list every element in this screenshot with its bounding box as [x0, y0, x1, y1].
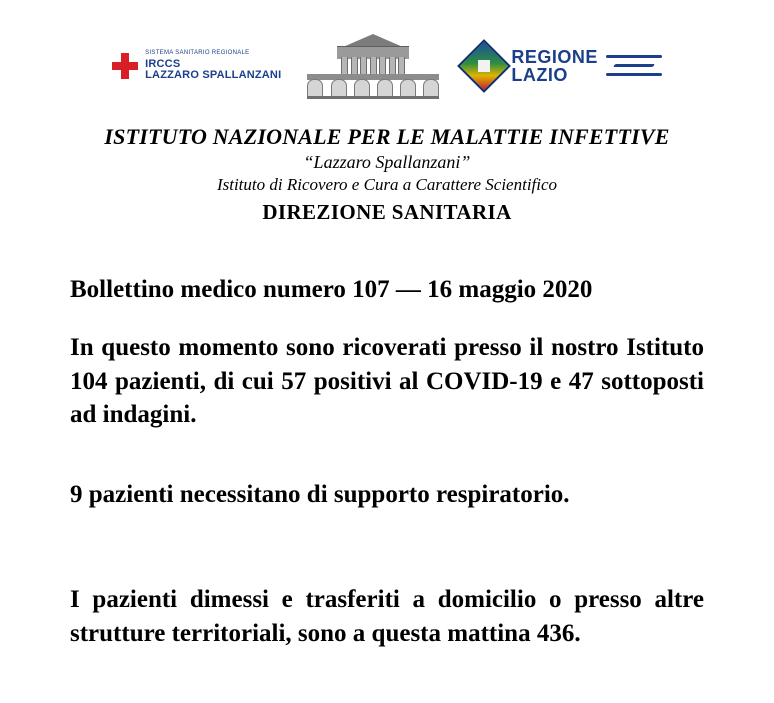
bulletin-body	[70, 273, 704, 651]
regione-lazio-logo	[465, 47, 662, 85]
irccs-logo-text	[145, 50, 281, 81]
irccs-logo-line2: LAZZARO SPALLANZANI	[145, 69, 282, 82]
red-cross-icon	[112, 53, 138, 79]
bulletin-respiratory-paragraph: 9 pazienti necessitano di supporto respiratorio.	[70, 480, 570, 508]
department-title: DIREZIONE SANITARIA	[262, 200, 512, 225]
document-header	[0, 124, 774, 229]
bulletin-title: Bollettino medico numero 107 — 16 maggio 2020	[70, 275, 593, 303]
institute-subtitle: “Lazzaro Spallanzani”	[303, 151, 471, 172]
irccs-logo-line1: IRCCS	[145, 57, 181, 70]
regione-lazio-logo-text	[511, 48, 598, 84]
regione-lazio-emblem-icon	[457, 39, 511, 93]
institute-building-icon	[307, 34, 439, 98]
institute-name: ISTITUTO NAZIONALE PER LE MALATTIE INFETTIVE	[104, 124, 670, 149]
regione-lazio-swoosh-icon	[606, 49, 662, 83]
letterhead	[0, 0, 774, 102]
regione-lazio-line1: REGIONE	[511, 47, 598, 67]
irccs-spallanzani-logo	[112, 50, 281, 81]
institute-classification: Istituto di Ricovero e Cura a Carattere Scientifico	[216, 175, 558, 195]
irccs-ssr-label: SISTEMA SANITARIO REGIONALE	[145, 50, 250, 57]
bulletin-status-paragraph: In questo momento sono ricoverati presso il nostro Istituto 104 pazienti, di cui 57 positivi al COVID-19 e 47 sottoposti ad indagini.	[70, 334, 704, 429]
regione-lazio-line2: LAZIO	[511, 65, 568, 85]
bulletin-discharged-paragraph: I pazienti dimessi e trasferiti a domicilio o presso altre strutture territoriali, sono a questa mattina 436.	[70, 586, 704, 647]
